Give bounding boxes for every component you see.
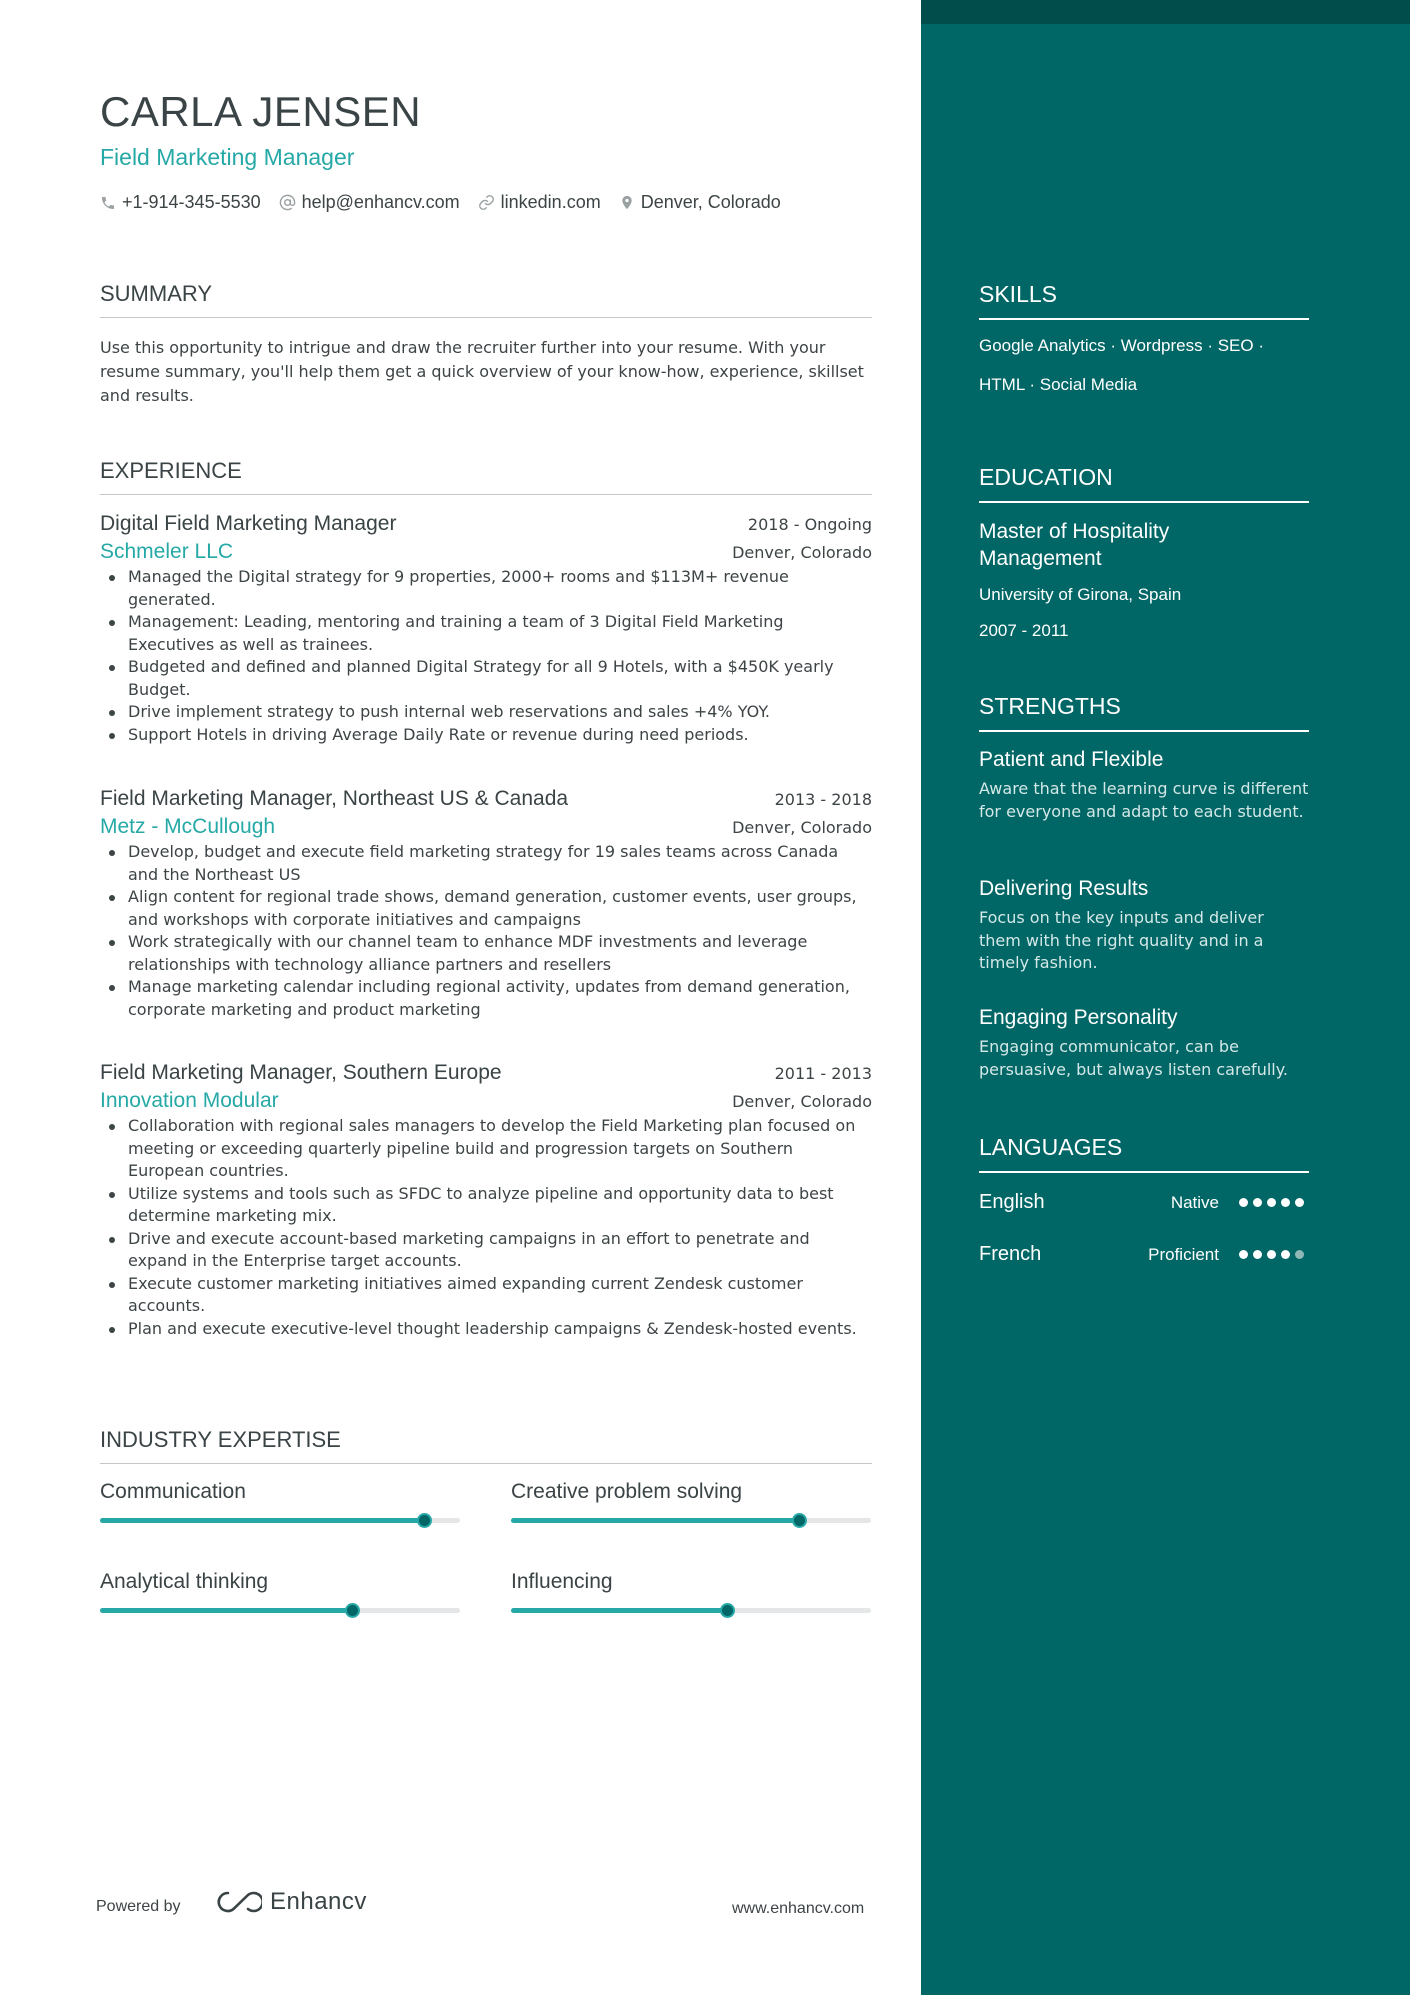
language-rating xyxy=(1239,1250,1309,1259)
expertise-bar xyxy=(100,1518,460,1523)
expertise-bar-fill xyxy=(511,1608,727,1613)
expertise-label: Influencing xyxy=(511,1570,613,1593)
strength-description: Focus on the key inputs and deliver them with the right quality and in a timely fashion. xyxy=(979,908,1264,972)
expertise-label: Communication xyxy=(100,1480,246,1503)
location-icon xyxy=(619,194,635,211)
strength-description: Aware that the learning curve is different for everyone and adapt to each student. xyxy=(979,779,1309,821)
contact-email[interactable] xyxy=(279,192,460,213)
expertise-bar-knob xyxy=(417,1513,432,1528)
rating-dot-filled xyxy=(1253,1198,1262,1207)
contact-location-text: Denver, Colorado xyxy=(640,192,781,212)
footer-powered-by: Powered by xyxy=(96,1898,181,1915)
rating-dot-filled xyxy=(1281,1198,1290,1207)
job-bullets xyxy=(100,1115,872,1340)
contact-linkedin[interactable] xyxy=(478,192,601,213)
contact-linkedin-text: linkedin.com xyxy=(500,192,601,212)
language-name: English xyxy=(979,1191,1045,1213)
skills-heading: SKILLS xyxy=(979,281,1309,320)
rating-dot-filled xyxy=(1239,1250,1248,1259)
expertise-bar-fill xyxy=(511,1518,799,1523)
rating-dot-filled xyxy=(1267,1250,1276,1259)
strength-item xyxy=(979,1006,1309,1081)
strength-item xyxy=(979,877,1309,975)
enhancv-logo-icon xyxy=(214,1889,262,1915)
job-bullet: Execute customer marketing initiatives aimed expanding current Zendesk customer accounts. xyxy=(100,1273,872,1318)
candidate-name: CARLA JENSEN xyxy=(100,88,422,135)
job-company: Schmeler LLC xyxy=(100,540,234,563)
language-level: Proficient xyxy=(1148,1244,1219,1264)
strengths-heading: STRENGTHS xyxy=(979,693,1309,732)
summary-heading: SUMMARY xyxy=(100,281,872,318)
job-entry xyxy=(100,1061,872,1340)
contact-phone[interactable] xyxy=(100,192,261,213)
job-company: Innovation Modular xyxy=(100,1089,279,1112)
job-bullet: Plan and execute executive-level thought leadership campaigns & Zendesk-hosted events. xyxy=(100,1318,872,1341)
language-rating xyxy=(1239,1198,1309,1207)
expertise-item xyxy=(100,1570,460,1613)
education-dates: 2007 - 2011 xyxy=(979,621,1069,640)
contact-location xyxy=(619,192,781,213)
expertise-bar-knob xyxy=(792,1513,807,1528)
job-dates: 2011 - 2013 xyxy=(774,1064,872,1083)
job-dates: 2018 - Ongoing xyxy=(747,515,872,534)
rating-dot-filled xyxy=(1267,1198,1276,1207)
job-bullet: Support Hotels in driving Average Daily Rate or revenue during need periods. xyxy=(100,724,872,747)
footer-logo[interactable] xyxy=(214,1888,367,1916)
education-degree: Master of Hospitality Management xyxy=(979,520,1170,570)
footer-url[interactable]: www.enhancv.com xyxy=(732,1900,865,1917)
job-bullets xyxy=(100,566,872,746)
strength-title: Engaging Personality xyxy=(979,1006,1178,1029)
job-location: Denver, Colorado xyxy=(732,543,872,562)
expertise-item xyxy=(100,1480,460,1523)
sidebar xyxy=(921,0,1410,1995)
expertise-item xyxy=(511,1480,871,1523)
job-title: Field Marketing Manager, Southern Europe xyxy=(100,1061,502,1084)
rating-dot-filled xyxy=(1295,1198,1304,1207)
candidate-title: Field Marketing Manager xyxy=(100,144,355,170)
rating-dot-empty xyxy=(1295,1250,1304,1259)
job-company: Metz - McCullough xyxy=(100,815,276,838)
job-entry xyxy=(100,512,872,746)
job-title: Digital Field Marketing Manager xyxy=(100,512,397,535)
job-bullet: Manage marketing calendar including regional activity, updates from demand generation, corporate marketing and product marketing xyxy=(100,976,872,1021)
strength-title: Delivering Results xyxy=(979,877,1149,900)
job-bullet: Collaboration with regional sales managers to develop the Field Marketing plan focused on meeting or exceeding quarterly pipeline build and progression targets on Southern European countries. xyxy=(100,1115,872,1183)
job-bullet: Managed the Digital strategy for 9 properties, 2000+ rooms and $113M+ revenue generated. xyxy=(100,566,872,611)
skills-line: Google Analytics · Wordpress · SEO · xyxy=(979,336,1265,355)
summary-text: Use this opportunity to intrigue and draw the recruiter further into your resume. With your resume summary, you'll help them get a quick overview of your know-how, experience, skillset and results. xyxy=(100,338,864,405)
job-entry xyxy=(100,787,872,1021)
job-bullet: Drive and execute account-based marketing campaigns in an effort to penetrate and expand in the Enterprise target accounts. xyxy=(100,1228,872,1273)
contact-phone-text: +1-914-345-5530 xyxy=(122,192,261,212)
job-bullet: Budgeted and defined and planned Digital Strategy for all 9 Hotels, with a $450K yearly Budget. xyxy=(100,656,872,701)
job-dates: 2013 - 2018 xyxy=(774,790,872,809)
expertise-bar xyxy=(511,1608,871,1613)
job-bullet: Drive implement strategy to push internal web reservations and sales +4% YOY. xyxy=(100,701,872,724)
language-level: Native xyxy=(1170,1192,1219,1212)
expertise-bar-knob xyxy=(345,1603,360,1618)
contact-row xyxy=(100,192,799,213)
rating-dot-filled xyxy=(1281,1250,1290,1259)
expertise-label: Creative problem solving xyxy=(511,1480,743,1503)
language-item xyxy=(979,1243,1309,1266)
expertise-label: Analytical thinking xyxy=(100,1570,269,1593)
language-name: French xyxy=(979,1243,1042,1265)
job-bullets xyxy=(100,841,872,1021)
expertise-bar-fill xyxy=(100,1608,352,1613)
job-bullet: Work strategically with our channel team to enhance MDF investments and leverage relationships with technology alliance partners and resellers xyxy=(100,931,872,976)
job-location: Denver, Colorado xyxy=(732,818,872,837)
job-title: Field Marketing Manager, Northeast US & Canada xyxy=(100,787,569,810)
languages-heading: LANGUAGES xyxy=(979,1134,1309,1173)
rating-dot-filled xyxy=(1239,1198,1248,1207)
job-bullet: Align content for regional trade shows, demand generation, customer events, user groups, and workshops with corporate initiatives and campaigns xyxy=(100,886,872,931)
expertise-bar-fill xyxy=(100,1518,424,1523)
education-school: University of Girona, Spain xyxy=(979,585,1182,604)
expertise-item xyxy=(511,1570,871,1613)
language-item xyxy=(979,1191,1309,1214)
industry-expertise-heading: INDUSTRY EXPERTISE xyxy=(100,1427,872,1464)
strength-title: Patient and Flexible xyxy=(979,748,1164,771)
rating-dot-filled xyxy=(1253,1250,1262,1259)
skills-line: HTML · Social Media xyxy=(979,375,1138,394)
expertise-bar-knob xyxy=(720,1603,735,1618)
footer-brand: Enhancv xyxy=(270,1888,367,1915)
experience-heading: EXPERIENCE xyxy=(100,458,872,495)
job-location: Denver, Colorado xyxy=(732,1092,872,1111)
contact-email-text: help@enhancv.com xyxy=(301,192,460,212)
job-bullet: Management: Leading, mentoring and training a team of 3 Digital Field Marketing Executives as well as trainees. xyxy=(100,611,872,656)
strength-item xyxy=(979,748,1309,823)
education-heading: EDUCATION xyxy=(979,464,1309,503)
expertise-bar xyxy=(100,1608,460,1613)
sidebar-top-bar xyxy=(921,0,1410,24)
link-icon xyxy=(478,194,495,211)
job-bullet: Utilize systems and tools such as SFDC to analyze pipeline and opportunity data to best determine marketing mix. xyxy=(100,1183,872,1228)
job-bullet: Develop, budget and execute field marketing strategy for 19 sales teams across Canada and the Northeast US xyxy=(100,841,872,886)
at-icon xyxy=(279,194,296,211)
phone-icon xyxy=(100,195,116,211)
strength-description: Engaging communicator, can be persuasive, but always listen carefully. xyxy=(979,1037,1288,1079)
expertise-bar xyxy=(511,1518,871,1523)
